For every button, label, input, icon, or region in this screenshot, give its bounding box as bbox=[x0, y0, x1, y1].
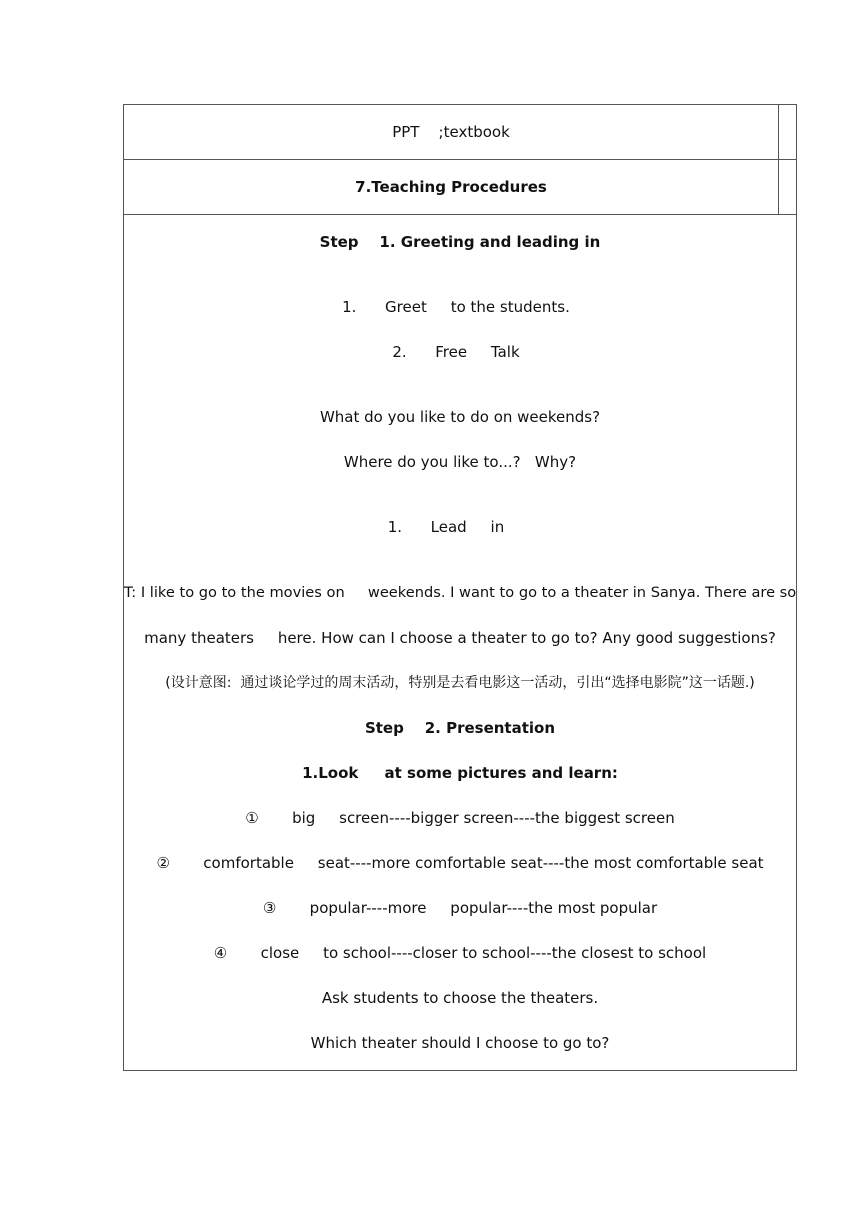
teacher-line-2: many theaters here. How can I choose a theater to go to? Any good suggestions? bbox=[144, 629, 776, 647]
item-lead-in: 1. Lead in bbox=[387, 518, 505, 536]
step2-heading: Step 2. Presentation bbox=[364, 719, 556, 737]
table-right-border bbox=[796, 104, 797, 1071]
table-top-border bbox=[123, 104, 797, 105]
materials-cell: PPT ;textbook bbox=[392, 123, 510, 141]
row-divider-2 bbox=[123, 214, 797, 215]
narrow-column-divider bbox=[778, 104, 779, 214]
step1-heading: Step 1. Greeting and leading in bbox=[319, 233, 601, 251]
row-divider-1 bbox=[123, 159, 797, 160]
comparison-big: ① big screen----bigger screen----the biggest screen bbox=[245, 809, 675, 827]
look-heading: 1.Look at some pictures and learn: bbox=[302, 764, 618, 782]
design-note: (设计意图: 通过谈论学过的周末活动，特别是去看电影这一活动，引出“选择电影院”这一话题.) bbox=[165, 675, 755, 691]
comparison-popular: ③ popular----more popular----the most popular bbox=[262, 899, 658, 917]
question-where: Where do you like to...? Why? bbox=[343, 453, 577, 471]
item-free-talk: 2. Free Talk bbox=[392, 343, 520, 361]
table-bottom-border bbox=[123, 1070, 797, 1071]
comparison-close: ④ close to school----closer to school----the closest to school bbox=[213, 944, 707, 962]
question-weekends: What do you like to do on weekends? bbox=[319, 408, 601, 426]
section-title: 7.Teaching Procedures bbox=[355, 178, 547, 196]
teacher-line-1: T: I like to go to the movies on weekends. I want to go to a theater in Sanya. There are so bbox=[124, 584, 797, 601]
comparison-comfortable: ② comfortable seat----more comfortable seat----the most comfortable seat bbox=[156, 854, 764, 872]
ask-students: Ask students to choose the theaters. bbox=[321, 989, 599, 1007]
item-greet: 1. Greet to the students. bbox=[342, 298, 570, 316]
which-theater-question: Which theater should I choose to go to? bbox=[310, 1034, 610, 1052]
